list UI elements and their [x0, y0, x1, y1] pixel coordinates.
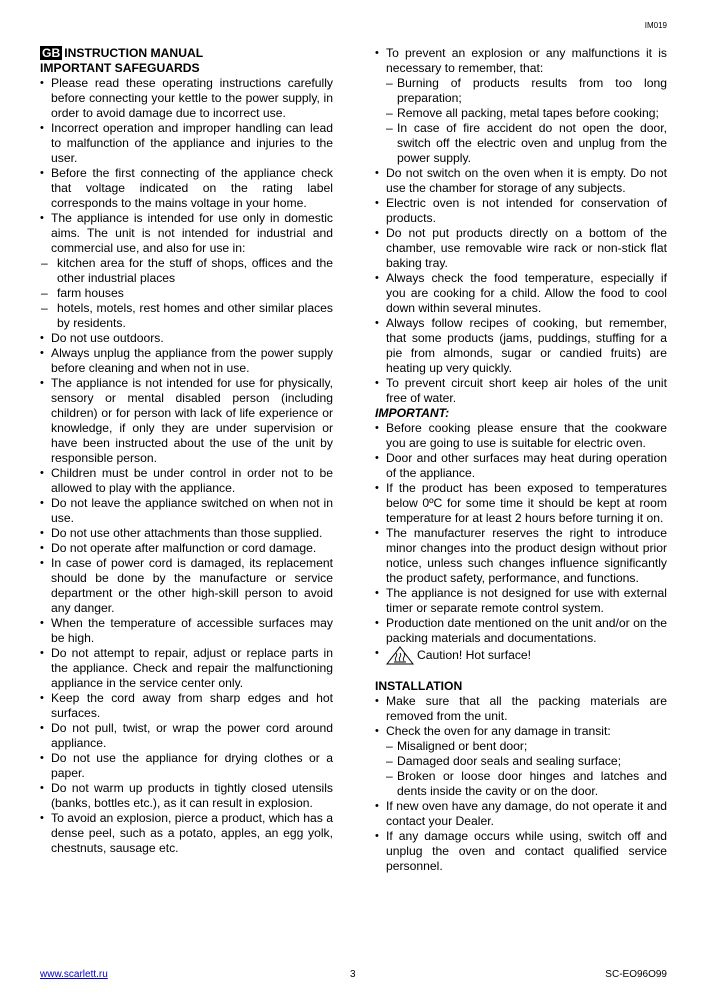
bullet-item: • The appliance is not intended for use for physically, sensory or mental disabled person (including children) or for person with lack of life experience or knowledge, if only they are under supervision or have been instructed about the use of the unit by responsible person.	[40, 376, 333, 466]
bullet-item: • Production date mentioned on the unit and/or on the packing materials and documentations.	[375, 616, 667, 646]
bullet-item: • Do not switch on the oven when it is empty. Do not use the chamber for storage of any subjects.	[375, 166, 667, 196]
bullet-item: • Make sure that all the packing materials are removed from the unit.	[375, 694, 667, 724]
dash-item: – In case of fire accident do not open the door, switch off the electric oven and unplug from the power supply.	[375, 121, 667, 166]
installation-list	[375, 694, 667, 874]
bullet-item: • When the temperature of accessible surfaces may be high.	[40, 616, 333, 646]
bullet-item: • Incorrect operation and improper handling can lead to malfunction of the appliance and injuries to the user.	[40, 121, 333, 166]
hot-surface-warning-icon	[386, 646, 414, 665]
dash-item: – Broken or loose door hinges and latches and dents inside the cavity or on the door.	[375, 769, 667, 799]
website-link[interactable]: www.scarlett.ru	[40, 969, 108, 980]
bullet-item: • If any damage occurs while using, switch off and unplug the oven and contact qualified service personnel.	[375, 829, 667, 874]
bullet-item: • Do not attempt to repair, adjust or replace parts in the appliance. Check and repair the malfunctioning appliance in the service center only.	[40, 646, 333, 691]
section-title-safeguards: IMPORTANT SAFEGUARDS	[40, 61, 200, 75]
bullet-item: • If the product has been exposed to temperatures below 0ºC for some time it should be kept at room temperature for at least 2 hours before turning it on.	[375, 481, 667, 526]
dash-item: – farm houses	[40, 286, 333, 301]
bullet-item: • To avoid an explosion, pierce a product, which has a dense peel, such as a potato, apples, an egg yolk, chestnuts, sausage etc.	[40, 811, 333, 856]
bullet-item: • Do not use other attachments than those supplied.	[40, 526, 333, 541]
dash-item: – hotels, motels, rest homes and other similar places by residents.	[40, 301, 333, 331]
dash-item: – Burning of products results from too long preparation;	[375, 76, 667, 106]
bullet-item: • Do not pull, twist, or wrap the power cord around appliance.	[40, 721, 333, 751]
bullet-item: • To prevent an explosion or any malfunctions it is necessary to remember, that:	[375, 46, 667, 76]
important-list	[375, 421, 667, 646]
bullet-item: • The appliance is intended for use only in domestic aims. The unit is not intended for industrial and commercial use, and also for use in:	[40, 211, 333, 256]
bullet-item: • Children must be under control in order not to be allowed to play with the appliance.	[40, 466, 333, 496]
language-tag: GB	[42, 46, 61, 60]
caution-text: • Caution! Hot surface!	[417, 648, 532, 662]
bullet-item: • The manufacturer reserves the right to introduce minor changes into the product design without prior notice, unless such changes influence significantly the product safety, performance, and functions.	[375, 526, 667, 586]
caution-item	[375, 646, 667, 665]
bullet-item: • Do not use outdoors.	[40, 331, 333, 346]
dash-item: – kitchen area for the stuff of shops, offices and the other industrial places	[40, 256, 333, 286]
left-column	[40, 46, 333, 856]
bullet-item: • Always check the food temperature, especially if you are cooking for a child. Allow the food to cool down within several minutes.	[375, 271, 667, 316]
bullet-item: • Check the oven for any damage in transit:	[375, 724, 667, 739]
bullet-item: • Always unplug the appliance from the power supply before cleaning and when not in use.	[40, 346, 333, 376]
bullet-item: • Please read these operating instructions carefully before connecting your kettle to the power supply, in order to avoid damage due to incorrect use.	[40, 76, 333, 121]
section-title-installation: INSTALLATION	[375, 679, 463, 693]
bullet-item: • The appliance is not designed for use with external timer or separate remote control system.	[375, 586, 667, 616]
manual-title: GB INSTRUCTION MANUAL	[42, 46, 204, 60]
bullet-item: • In case of power cord is damaged, its replacement should be done by the manufacture or service department or the other high-skill person to avoid any danger.	[40, 556, 333, 616]
bullet-item: • Keep the cord away from sharp edges and hot surfaces.	[40, 691, 333, 721]
right-column	[375, 46, 667, 874]
safeguards-list-continued	[375, 46, 667, 406]
bullet-item: • Do not put products directly on a bottom of the chamber, use removable wire rack or non-stick flat baking tray.	[375, 226, 667, 271]
bullet-item: • Do not warm up products in tightly closed utensils (banks, bottles etc.), as it can result in explosion.	[40, 781, 333, 811]
dash-item: – Misaligned or bent door;	[375, 739, 667, 754]
bullet-item: • Always follow recipes of cooking, but remember, that some products (jams, puddings, stuffing for a pie from almonds, sugar or candied fruits) are heating up very quickly.	[375, 316, 667, 376]
bullet-item: • Do not operate after malfunction or cord damage.	[40, 541, 333, 556]
bullet-item: • Before cooking please ensure that the cookware you are going to use is suitable for electric oven.	[375, 421, 667, 451]
page-number: 3	[350, 969, 356, 980]
bullet-item: • Electric oven is not intended for conservation of products.	[375, 196, 667, 226]
model-number: SC-EO96O99	[605, 969, 667, 980]
bullet-item: • Do not use the appliance for drying clothes or a paper.	[40, 751, 333, 781]
important-label: IMPORTANT:	[375, 406, 450, 420]
bullet-item: • Door and other surfaces may heat during operation of the appliance.	[375, 451, 667, 481]
bullet-item: • Do not leave the appliance switched on when not in use.	[40, 496, 333, 526]
safeguards-list	[40, 76, 333, 856]
dash-item: – Damaged door seals and sealing surface;	[375, 754, 667, 769]
bullet-item: • To prevent circuit short keep air holes of the unit free of water.	[375, 376, 667, 406]
document-code: IM019	[644, 21, 667, 30]
dash-item: – Remove all packing, metal tapes before cooking;	[375, 106, 667, 121]
bullet-item: • Before the first connecting of the appliance check that voltage indicated on the rating label corresponds to the mains voltage in your home.	[40, 166, 333, 211]
bullet-item: • If new oven have any damage, do not operate it and contact your Dealer.	[375, 799, 667, 829]
